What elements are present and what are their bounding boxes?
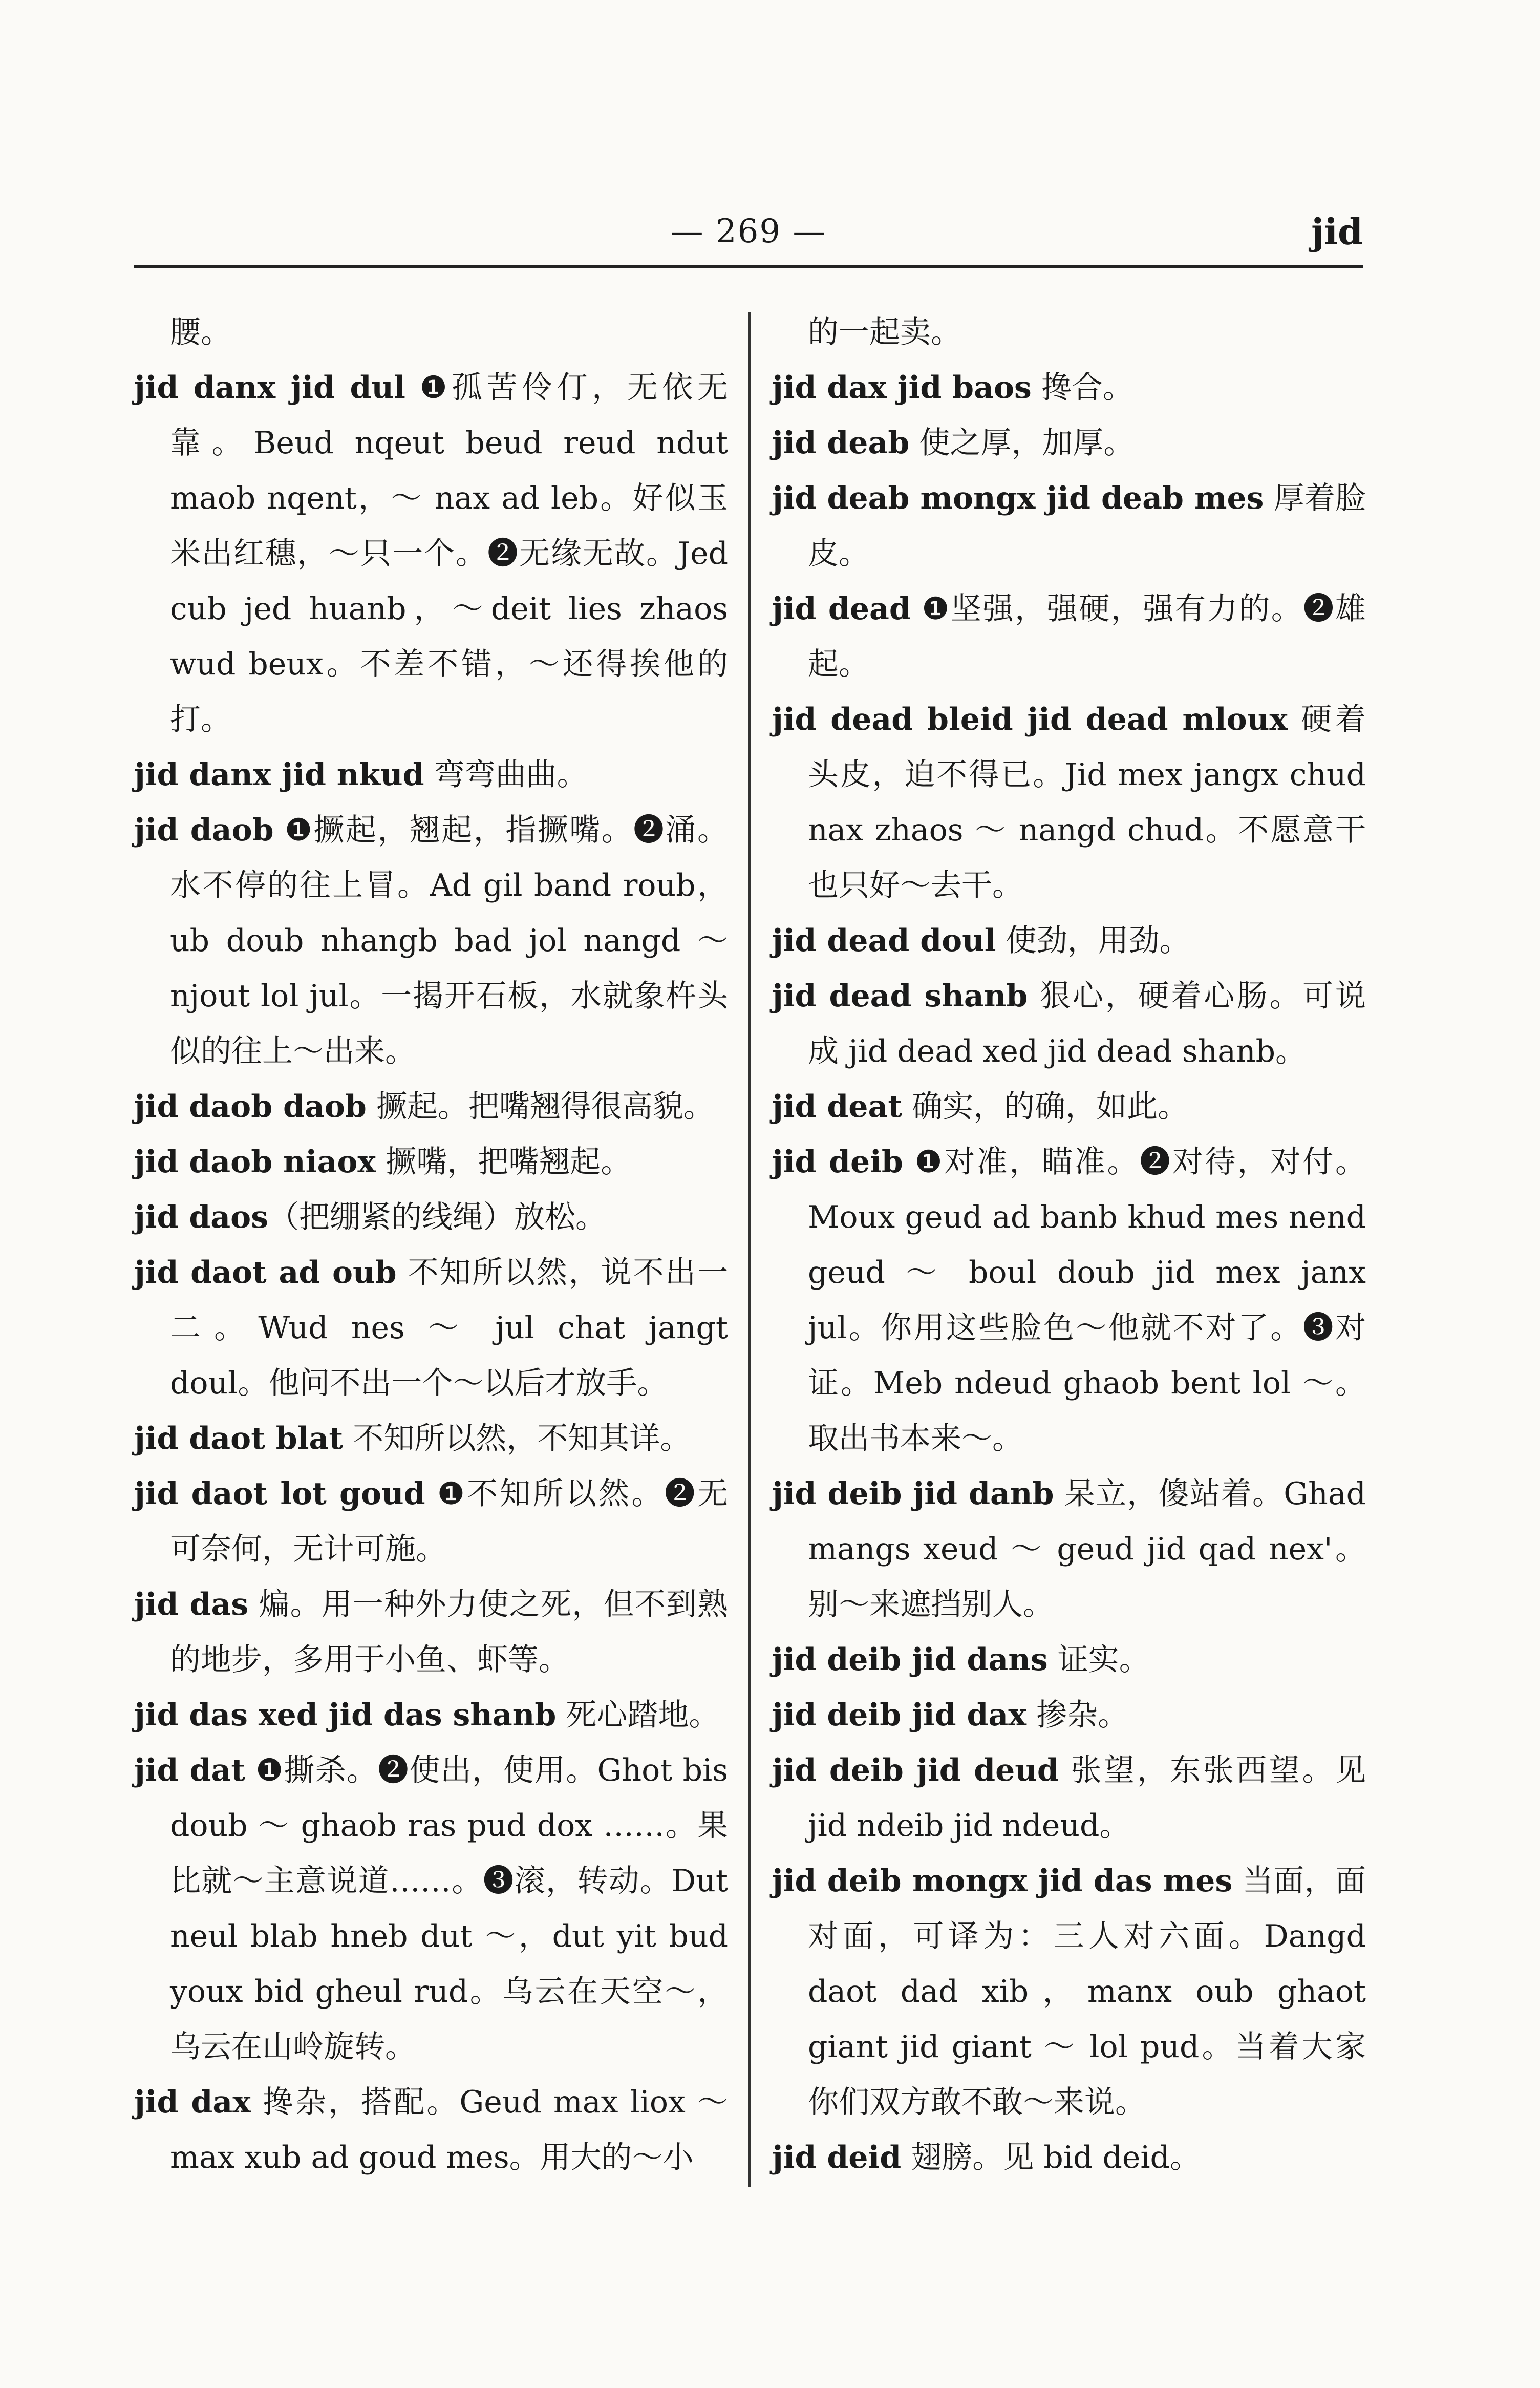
entry-definition: ❶孤苦伶仃，无依无靠。Beud nqeut beud reud ndut maob nqent，～ nax ad leb。好似玉米出红穗，～只一个。❷无缘无故。Jed cub jed huanb，～deit lies zhaos wud beux。不差不错，～还得挨他的打。 [170,370,728,737]
entry-headword: jid dat [134,1752,246,1788]
dictionary-entry [772,913,1366,968]
dictionary-entry [772,968,1366,1079]
entry-definition: 翅膀。见 bid deid。 [901,2140,1201,2175]
dictionary-entry [134,305,728,360]
entry-definition: 使之厚，加厚。 [909,425,1135,461]
right-column [772,305,1366,2185]
entry-definition: ❶撅起，翘起，指撅嘴。❷涌。水不停的往上冒。Ad gil band roub，ub doub nhangb bad jol nangd ～ njout lol jul。一揭开石板，水就象杵头似的往上～出来。 [170,812,728,1069]
entry-definition: 当面，面对面，可译为：三人对六面。Dangd daot dad xib，manx oub ghaot giant jid giant ～ lol pud。当着大家你们双方敢不敢～来说。 [808,1863,1366,2120]
entry-definition: 确实，的确，如此。 [902,1089,1189,1125]
entry-definition: 张望，东张西望。见 jid ndeib jid ndeud。 [808,1752,1366,1844]
dictionary-entry [134,1190,728,1245]
entry-definition: 搀杂，搭配。Geud max liox ～ max xub ad goud mes。用大的～小 [170,2084,728,2175]
entry-headword: jid daot lot goud [134,1476,425,1512]
dictionary-entry [134,1411,728,1466]
entry-definition: 狠心，硬着心肠。可说成 jid dead xed jid dead shanb。 [808,978,1366,1069]
entry-definition: 死心踏地。 [556,1697,720,1733]
entry-definition: ❶不知所以然。❷无可奈何，无计可施。 [170,1476,728,1567]
dictionary-entry [772,1134,1366,1466]
dictionary-entry [134,1245,728,1411]
entry-definition: ❶撕杀。❷使出，使用。Ghot bis doub ～ ghaob ras pud dox ……。果比就～主意说道……。❸滚，转动。Dut neul blab hneb dut ～，dut yit bud youx bid gheul rud。乌云在天空～，乌云在山岭旋转。 [170,1752,728,2065]
dictionary-entry [772,1853,1366,2130]
entry-headword: jid daob daob [134,1089,367,1125]
entry-definition: 撅起。把嘴翘得很高貌。 [366,1089,714,1125]
header-rule [134,265,1363,268]
dictionary-entry [772,692,1366,913]
entry-definition: 厚着脸皮。 [808,480,1366,572]
entry-headword: jid deid [772,2140,902,2175]
entry-headword: jid deib jid dax [772,1697,1027,1733]
entry-headword: jid dead doul [772,923,996,959]
entry-headword: jid daot ad oub [134,1255,397,1291]
entry-definition: ❶对准，瞄准。❷对待，对付。Moux geud ad banb khud mes nend geud ～ boul doub jid mex janx jul。你用这些脸色～他就不对了。❸对证。Meb ndeud ghaob bent lol ～。取出书本来～。 [808,1144,1366,1456]
dictionary-entry [772,1466,1366,1632]
entry-headword: jid dax [134,2084,251,2120]
dictionary-entry [134,802,728,1079]
dictionary-entry [772,1743,1366,1853]
entry-definition: （把绷紧的线绳）放松。 [268,1199,606,1235]
guide-word: jid [1311,210,1363,253]
entry-definition: 搀合。 [1031,370,1133,406]
left-column [134,305,728,2185]
entry-headword: jid dax jid baos [772,370,1032,406]
entry-headword: jid das xed jid das shanb [134,1697,557,1733]
dictionary-entry [134,1134,728,1190]
page-header [134,202,1363,259]
entry-headword: jid deib mongx jid das mes [772,1863,1233,1899]
entry-definition: 证实。 [1047,1642,1150,1678]
entry-headword: jid das [134,1587,249,1622]
entry-headword: jid daob niaox [134,1144,376,1180]
dictionary-entry [772,1687,1366,1743]
page-number: — 269 — [670,213,827,250]
entry-definition: 不知所以然，不知其详。 [343,1421,691,1456]
dictionary-entry [772,581,1366,692]
dictionary-entry [772,471,1366,581]
dictionary-entry [134,1577,728,1687]
dictionary-entry [134,747,728,802]
entry-headword: jid dead bleid jid dead mloux [772,702,1288,737]
entry-headword: jid deib jid deud [772,1752,1059,1788]
dictionary-entry [772,1632,1366,1687]
entry-headword: jid deib [772,1144,903,1180]
entry-headword: jid daot blat [134,1421,344,1456]
entry-headword: jid daos [134,1199,268,1235]
entry-headword: jid danx jid dul [134,370,405,406]
dictionary-entry [134,1079,728,1134]
dictionary-entry [134,1466,728,1577]
entry-headword: jid deab [772,425,910,461]
entry-headword: jid deib jid dans [772,1642,1048,1678]
dictionary-entry [772,2130,1366,2185]
entry-definition: 硬着头皮，迫不得已。Jid mex jangx chud nax zhaos ～ nangd chud。不愿意干也只好～去干。 [808,702,1366,903]
dictionary-entry [772,415,1366,471]
dictionary-entry [772,1079,1366,1134]
entry-headword: jid dead shanb [772,978,1028,1014]
entry-definition: 弯弯曲曲。 [424,757,588,793]
dictionary-entry [134,2075,728,2185]
entry-definition: 使劲，用劲。 [996,923,1190,959]
entry-definition: 煸。用一种外力使之死，但不到熟的地步，多用于小鱼、虾等。 [170,1587,728,1678]
entry-headword: jid dead [772,591,911,627]
column-divider [748,312,751,2187]
entry-definition: 撅嘴，把嘴翘起。 [376,1144,632,1180]
entry-headword: jid deat [772,1089,903,1125]
dictionary-entry [134,360,728,747]
dictionary-entry [772,360,1366,415]
entry-definition: 腰。 [170,314,231,350]
entry-headword: jid daob [134,812,274,848]
entry-definition: 的一起卖。 [808,314,961,350]
entry-headword: jid danx jid nkud [134,757,424,793]
entry-headword: jid deib jid danb [772,1476,1054,1512]
dictionary-entry [772,305,1366,360]
dictionary-entry [134,1687,728,1743]
entry-definition: 不知所以然，说不出一二。Wud nes ～ jul chat jangt doul。他问不出一个～以后才放手。 [170,1255,728,1401]
entry-headword: jid deab mongx jid deab mes [772,480,1264,516]
dictionary-entry [134,1743,728,2075]
entry-definition: ❶坚强，强硬，强有力的。❷雄起。 [808,591,1366,682]
entry-definition: 呆立，傻站着。Ghad mangs xeud ～ geud jid qad nex'。别～来遮挡别人。 [808,1476,1366,1622]
entry-definition: 掺杂。 [1026,1697,1129,1733]
